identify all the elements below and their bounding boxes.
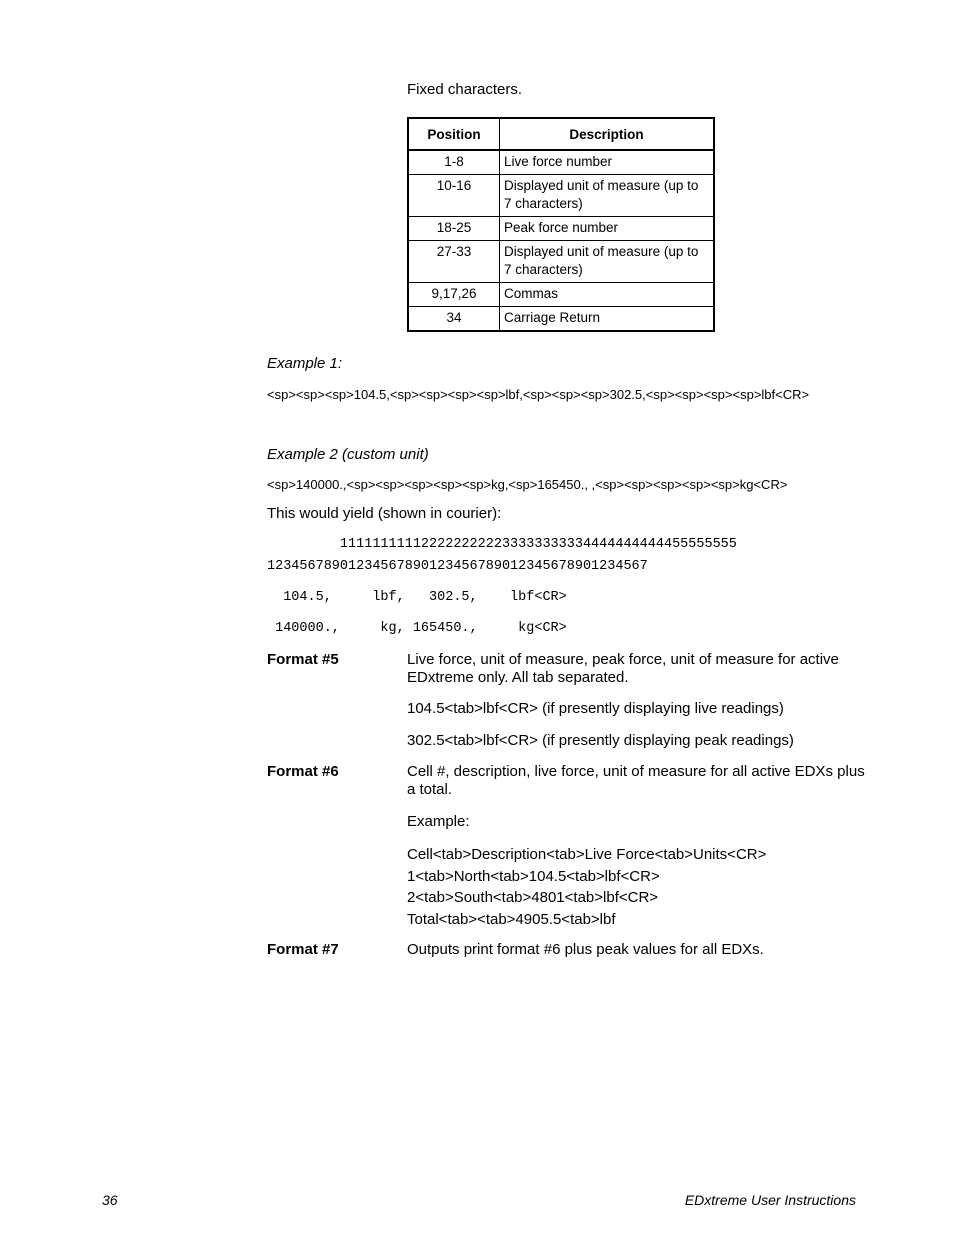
format6-example-line: Cell<tab>Description<tab>Live Force<tab>Units<CR>	[407, 846, 767, 863]
format6-label: Format #6	[267, 763, 339, 780]
example1-title: Example 1:	[267, 355, 343, 372]
format6-example-line: 2<tab>South<tab>4801<tab>lbf<CR>	[407, 889, 659, 906]
table-row	[408, 217, 714, 241]
example2-title: Example 2 (custom unit)	[267, 446, 429, 463]
page-number: 36	[102, 1192, 118, 1208]
position-table	[407, 117, 715, 332]
yield-text: This would yield (shown in courier):	[267, 505, 502, 522]
table-cell-description: Live force number	[500, 150, 715, 175]
example2-code: <sp>140000.,<sp><sp><sp><sp><sp>kg,<sp>165450., ,<sp><sp><sp><sp><sp>kg<CR>	[267, 477, 788, 492]
table-cell-position: 27-33	[408, 241, 500, 283]
footer-doc-title: EDxtreme User Instructions	[684, 1192, 856, 1208]
format6-example-line: Total<tab><tab>4905.5<tab>lbf	[407, 910, 616, 928]
format6-example-line: 1<tab>North<tab>104.5<tab>lbf<CR>	[407, 867, 660, 885]
table-cell-description: Displayed unit of measure (up to 7 characters)	[500, 241, 715, 283]
table-header-position: Position	[408, 118, 500, 150]
table-cell-description: Displayed unit of measure (up to 7 characters)	[500, 175, 715, 217]
example1-code: <sp><sp><sp>104.5,<sp><sp><sp><sp>lbf,<sp><sp><sp>302.5,<sp><sp><sp><sp>lbf<CR>	[267, 387, 810, 402]
table-row	[408, 307, 714, 332]
format6-example-block	[407, 844, 867, 930]
format7-description: Outputs print format #6 plus peak values for all EDXs.	[407, 941, 764, 958]
table-header-row	[408, 118, 714, 150]
courier-line-1: 104.5, lbf, 302.5, lbf<CR>	[267, 590, 567, 605]
table-cell-position: 1-8	[408, 150, 500, 175]
courier-line-2: 140000., kg, 165450., kg<CR>	[267, 621, 567, 636]
table-cell-position: 10-16	[408, 175, 500, 217]
table-row	[408, 241, 714, 283]
table-header-description: Description	[500, 118, 715, 150]
format7-label: Format #7	[267, 941, 339, 958]
table-cell-description: Carriage Return	[500, 307, 715, 332]
format5-description: Live force, unit of measure, peak force, unit of measure for active EDxtreme only. All tab separated.	[407, 651, 839, 686]
format5-peak-example: 302.5<tab>lbf<CR> (if presently displaying peak readings)	[407, 732, 794, 749]
table-cell-position: 9,17,26	[408, 283, 500, 307]
table-cell-description: Peak force number	[500, 217, 715, 241]
table-cell-position: 34	[408, 307, 500, 332]
table-cell-position: 18-25	[408, 217, 500, 241]
table-cell-description: Commas	[500, 283, 715, 307]
courier-ruler-ones: 12345678901234567890123456789012345678901234567	[267, 559, 648, 574]
format5-label: Format #5	[267, 651, 339, 668]
intro-text: Fixed characters.	[407, 81, 523, 98]
table-row	[408, 150, 714, 175]
format6-example-label: Example:	[407, 813, 470, 830]
table-row	[408, 283, 714, 307]
format6-description: Cell #, description, live force, unit of measure for all active EDXs plus a total.	[407, 763, 865, 798]
courier-ruler-tens: 1111111111222222222233333333334444444444455555555	[267, 537, 737, 552]
table-row	[408, 175, 714, 217]
format5-live-example: 104.5<tab>lbf<CR> (if presently displaying live readings)	[407, 700, 784, 717]
